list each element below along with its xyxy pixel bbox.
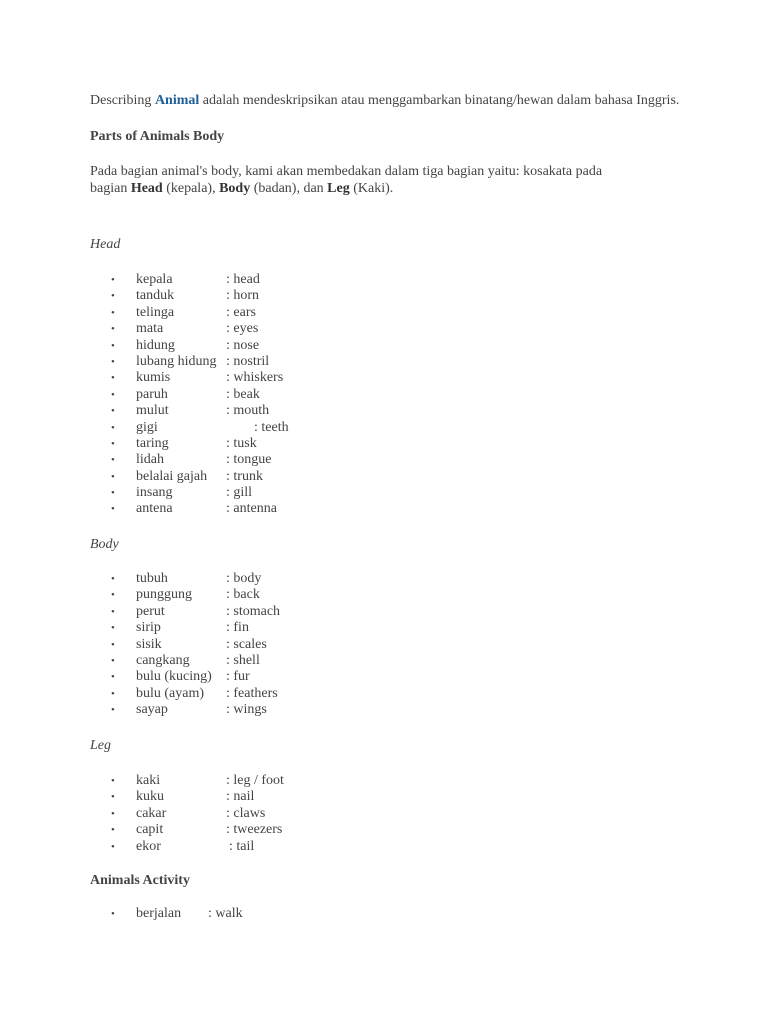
bullet-icon: • [111,323,115,336]
vocab-item [0,906,768,922]
vocab-item [0,604,768,620]
bullet-icon: • [111,274,115,286]
vocab-term: insang [136,485,173,501]
vocab-term: berjalan [136,906,182,921]
vocab-term: sirip [136,620,161,636]
vocab-term: perut [136,603,165,619]
vocab-term: lubang hidung [136,353,217,369]
vocab-meaning: : nostril [226,353,270,369]
bullet-icon: • [111,638,115,651]
bullet-icon: • [111,290,115,303]
bullet-icon: • [111,454,115,467]
vocab-term: capit [136,822,164,838]
vocab-item [0,305,768,321]
vocab-item [0,501,768,517]
bullet-icon: • [111,487,115,500]
vocab-meaning: : body [226,571,262,586]
bullet-icon: • [111,654,115,667]
bullet-icon: • [111,622,115,635]
vocab-item [0,773,768,789]
bullet-icon: • [111,605,115,618]
vocab-term: kuku [136,789,164,805]
intro-suffix: adalah mendeskripsikan atau menggambarkan binatang/hewan dalam bahasa Inggris. [199,93,680,108]
vocab-term: mata [136,321,164,337]
body-section-title: Body [90,537,119,552]
leg-section-title: Leg [90,738,111,753]
vocab-term: kepala [136,272,173,287]
vocab-meaning: : back [226,587,260,603]
bullet-icon: • [111,355,115,368]
bullet-icon: • [111,573,115,585]
head-section-title: Head [90,237,121,252]
vocab-item [0,338,768,354]
vocab-meaning: : tweezers [226,822,283,838]
bullet-icon: • [111,704,115,717]
vocab-item [0,469,768,485]
vocab-meaning: : mouth [226,403,270,419]
vocab-meaning: : teeth [254,419,289,435]
vocab-term: ekor [136,838,161,854]
vocab-meaning: : eyes [226,321,259,337]
bullet-icon: • [111,372,115,385]
vocab-term: antena [136,501,173,517]
bullet-icon: • [111,791,115,804]
vocab-item [0,485,768,501]
vocab-term: mulut [136,403,169,419]
bullet-icon: • [111,503,115,516]
leg-keyword: Leg [327,181,350,196]
animal-link[interactable]: Animal [154,93,200,108]
vocab-item [0,272,768,288]
bullet-icon: • [111,908,115,920]
bullet-icon: • [111,687,115,700]
vocab-item [0,387,768,403]
vocab-meaning: : wings [226,702,267,718]
body-keyword: Body [219,181,251,196]
bullet-icon: • [111,671,115,684]
vocab-item [0,806,768,822]
vocab-item [0,789,768,805]
vocab-item [0,403,768,419]
vocab-term: cangkang [136,652,190,668]
vocab-item [0,288,768,304]
head-vocab-list [0,272,768,518]
vocab-meaning: : shell [226,652,260,668]
vocab-meaning: : horn [226,288,260,304]
vocab-meaning: : leg / foot [226,773,284,788]
vocab-term: gigi [136,419,158,435]
bullet-icon: • [111,306,115,319]
vocab-item [0,686,768,702]
bullet-icon: • [111,807,115,820]
vocab-meaning: : beak [226,386,260,402]
vocab-meaning: : claws [226,805,266,821]
vocab-meaning: : gill [226,485,253,501]
vocab-item [0,354,768,370]
vocab-item [0,420,768,436]
vocab-term: paruh [136,386,168,402]
vocab-item [0,637,768,653]
intro-prefix: Describing [90,93,155,108]
vocab-meaning: : scales [226,636,267,652]
vocab-term: punggung [136,587,192,603]
bullet-icon: • [111,589,115,602]
vocab-meaning: : antenna [226,501,277,517]
vocab-meaning: : head [226,272,260,287]
parts-heading: Parts of Animals Body [90,129,225,144]
vocab-term: tanduk [136,288,175,304]
vocab-item [0,653,768,669]
vocab-meaning: : stomach [226,603,281,619]
intro-paragraph [90,92,679,109]
vocab-meaning: : tail [229,838,255,854]
vocab-item [0,452,768,468]
vocab-term: taring [136,435,169,451]
parts-intro-line-1: Pada bagian animal's body, kami akan membedakan dalam tiga bagian yaitu: kosakata pada [90,164,603,179]
parts-intro-text: (badan), dan [250,181,328,196]
vocab-item [0,839,768,855]
parts-intro-line-2 [90,180,393,197]
vocab-meaning: : trunk [226,468,263,484]
activity-vocab-list [0,906,768,922]
vocab-term: cakar [136,805,167,821]
bullet-icon: • [111,470,115,483]
vocab-meaning: : fur [226,669,250,685]
vocab-term: bulu (kucing) [136,669,212,685]
vocab-item [0,571,768,587]
vocab-meaning: : tongue [226,452,272,468]
vocab-term: hidung [136,337,175,353]
vocab-meaning: : ears [226,304,256,320]
bullet-icon: • [111,339,115,352]
vocab-term: bulu (ayam) [136,685,205,701]
vocab-term: belalai gajah [136,468,208,484]
body-vocab-list [0,571,768,719]
vocab-item [0,620,768,636]
bullet-icon: • [111,840,115,853]
parts-intro-text: bagian [90,181,131,196]
vocab-meaning: : feathers [226,685,278,701]
vocab-item [0,370,768,386]
bullet-icon: • [111,775,115,787]
vocab-item [0,822,768,838]
bullet-icon: • [111,437,115,450]
vocab-term: kaki [136,773,161,788]
head-keyword: Head [130,181,163,196]
vocab-term: sayap [136,702,168,718]
vocab-item [0,436,768,452]
bullet-icon: • [111,421,115,434]
vocab-meaning: : tusk [226,435,257,451]
vocab-term: lidah [136,452,164,468]
vocab-term: tubuh [136,571,168,586]
vocab-item [0,669,768,685]
parts-intro-text: (kepala), [162,181,220,196]
vocab-meaning: : whiskers [226,370,284,386]
activity-heading: Animals Activity [90,873,190,888]
bullet-icon: • [111,405,115,418]
vocab-item [0,587,768,603]
vocab-item [0,702,768,718]
parts-intro-text: (Kaki). [349,181,394,196]
vocab-term: kumis [136,370,171,386]
bullet-icon: • [111,388,115,401]
vocab-meaning: : nail [226,789,255,805]
leg-vocab-list [0,773,768,855]
vocab-meaning: : nose [226,337,260,353]
vocab-meaning: : walk [208,906,243,921]
vocab-term: sisik [136,636,162,652]
bullet-icon: • [111,824,115,837]
vocab-item [0,321,768,337]
vocab-meaning: : fin [226,620,249,636]
vocab-term: telinga [136,304,175,320]
